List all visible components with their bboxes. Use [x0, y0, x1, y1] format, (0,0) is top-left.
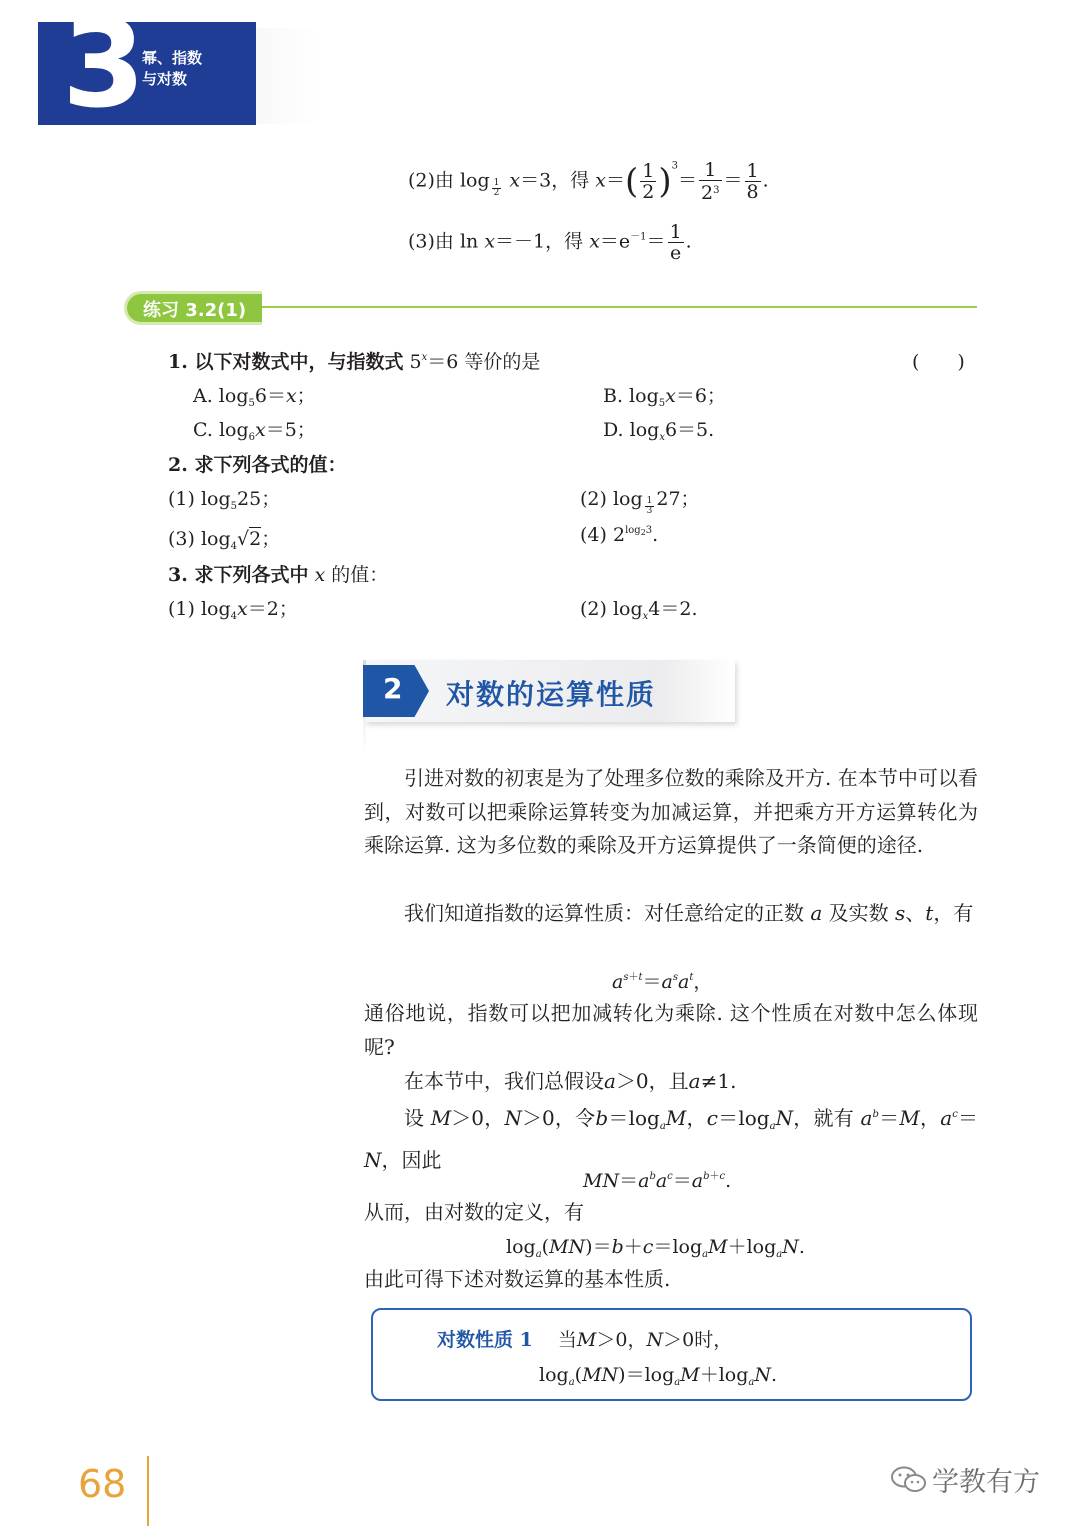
example-2: (2)由 log $_{\frac{1}{2}}$ x＝3，得 x＝( $\frac{1}{2}$ )$^3$＝ $\frac{1}{2^3}$ ＝ $\frac{1}{8}$ . — [408, 159, 769, 204]
q2-item4-label: (4) — [580, 524, 607, 546]
watermark — [890, 1460, 1040, 1502]
option-b: B. $\log_5x=6$； — [603, 385, 726, 409]
paragraph-setup: 设 M＞0，N＞0，令$b=\log_aM$，$c=\log_aN$，就有 $a^b=M$，$a^c=N$，因此 — [364, 1106, 979, 1172]
formula-exponent: $a^{s+t}=a^sa^t$， — [612, 971, 713, 993]
example-2-get: ，得 — [551, 169, 590, 192]
paragraph-exponent-a: 我们知道指数的运算性质：对任意给定的正数 — [404, 901, 804, 925]
question-2-text: 2. 求下列各式的值： — [168, 454, 347, 476]
formula-product: $MN=a^ba^c=a^{b+c}$. — [583, 1170, 732, 1192]
question-2-item-1: (1) $\log_525$； — [168, 488, 281, 512]
option-c-label: C. — [193, 419, 213, 441]
paragraph-setup-d: ，因此 — [381, 1147, 442, 1172]
question-1-text: 1. 以下对数式中，与指数式 — [168, 351, 404, 373]
section-number: 2 — [383, 672, 403, 705]
option-d: D. $\log_x6=5$. — [603, 419, 715, 443]
watermark-text: 学教有方 — [932, 1467, 1040, 1498]
chapter-number: 3 — [62, 0, 142, 135]
question-1: 1. 以下对数式中，与指数式 $5^x=6$ 等价的是 — [168, 351, 541, 373]
q2-item2-label: (2) — [580, 488, 607, 510]
wechat-icon — [890, 1465, 928, 1502]
example-3-label: (3)由 — [408, 230, 454, 253]
example-3-get: ，得 — [545, 230, 584, 253]
answer-paren: ( ) — [912, 351, 965, 373]
question-3-text: 3. 求下列各式中 — [168, 564, 309, 586]
question-2 — [168, 450, 346, 477]
paragraph-setup-c: ，就有 — [793, 1106, 854, 1130]
paragraph-exponent-c: ，有 — [933, 901, 974, 925]
example-2-label: (2)由 — [408, 169, 454, 192]
chapter-title-line2: 与对数 — [142, 70, 188, 88]
paragraph-intro: 引进对数的初衷是为了处理多位数的乘除及开方. 在本节中可以看到，对数可以把乘除运算转变为加减运算，并把乘方开方运算转化为乘除运算. 这为多位数的乘除及开方运算提供了一条简便的途径. — [364, 766, 978, 857]
example-3: (3)由 ln x＝－1，得 $x=e^{-1}=$ $\frac{1}{e}$ . — [408, 221, 692, 264]
question-2-item-4: (4) $2^{log_23}$. — [580, 524, 659, 546]
property-cond-a: 当 — [557, 1329, 577, 1351]
exercise-rule — [255, 306, 977, 308]
section-title: 对数的运算性质 — [446, 678, 657, 711]
paragraph-definition: 从而，由对数的定义，有 — [364, 1200, 584, 1224]
question-2-item-3: (3) $\log_4√2$； — [168, 528, 281, 552]
paragraph-exponent: 我们知道指数的运算性质：对任意给定的正数 a 及实数 s、t，有 — [404, 901, 974, 925]
paragraph-assumption-a: 在本节中，我们总假设 — [404, 1069, 604, 1093]
question-3-tail: 的值： — [331, 564, 389, 586]
formula-log-product: $\log_a(MN)=b+c=\log_aM+\log_aN$. — [506, 1236, 805, 1260]
question-3-item-2: (2) $\log_x4=2$. — [580, 598, 698, 622]
page-number: 68 — [78, 1462, 127, 1506]
exercise-tab-label: 练习 3.2(1) — [143, 300, 247, 321]
chapter-title — [142, 48, 202, 90]
paragraph-assumption: 在本节中，我们总假设a＞0，且a≠1. — [404, 1069, 737, 1093]
chapter-title-line1: 幂、指数 — [142, 49, 203, 67]
option-d-label: D. — [603, 419, 624, 441]
option-a-label: A. — [193, 385, 213, 407]
q2-item1-label: (1) — [168, 488, 195, 510]
exercise-tab — [124, 291, 262, 325]
option-c: C. $\log_6x=5$； — [193, 419, 316, 443]
paragraph-question: 通俗地说，指数可以把加减转化为乘除. 这个性质在对数中怎么体现呢? — [364, 1001, 978, 1059]
paragraph-setup-b: ，令 — [554, 1106, 596, 1130]
question-3-item-1: (1) $\log_4x=2$； — [168, 598, 298, 622]
option-a: A. $\log_56=x$； — [193, 385, 316, 409]
q3-item2-label: (2) — [580, 598, 607, 620]
question-1-tail: 等价的是 — [464, 351, 541, 373]
property-formula: $\log_a(MN)=\log_aM+\log_aN$. — [539, 1364, 778, 1388]
q2-item3-label: (3) — [168, 528, 195, 550]
q3-item1-label: (1) — [168, 598, 195, 620]
page-number-rule — [147, 1456, 149, 1526]
question-3: 3. 求下列各式中 x 的值： — [168, 564, 389, 586]
property-label: 对数性质 1 — [437, 1329, 533, 1351]
property-box — [371, 1308, 972, 1401]
property-cond-b: 时， — [694, 1329, 733, 1351]
property-condition: 对数性质 1 当M＞0，N＞0时， — [437, 1329, 733, 1351]
paragraph-conclusion: 由此可得下述对数运算的基本性质. — [364, 1267, 671, 1291]
option-b-label: B. — [603, 385, 624, 407]
question-2-item-2: (2) log $_{\frac{1}{3}}$ 27； — [580, 488, 700, 516]
paragraph-assumption-b: ，且 — [648, 1069, 689, 1093]
paragraph-setup-a: 设 — [404, 1106, 425, 1130]
paragraph-exponent-b: 及实数 — [828, 901, 889, 925]
